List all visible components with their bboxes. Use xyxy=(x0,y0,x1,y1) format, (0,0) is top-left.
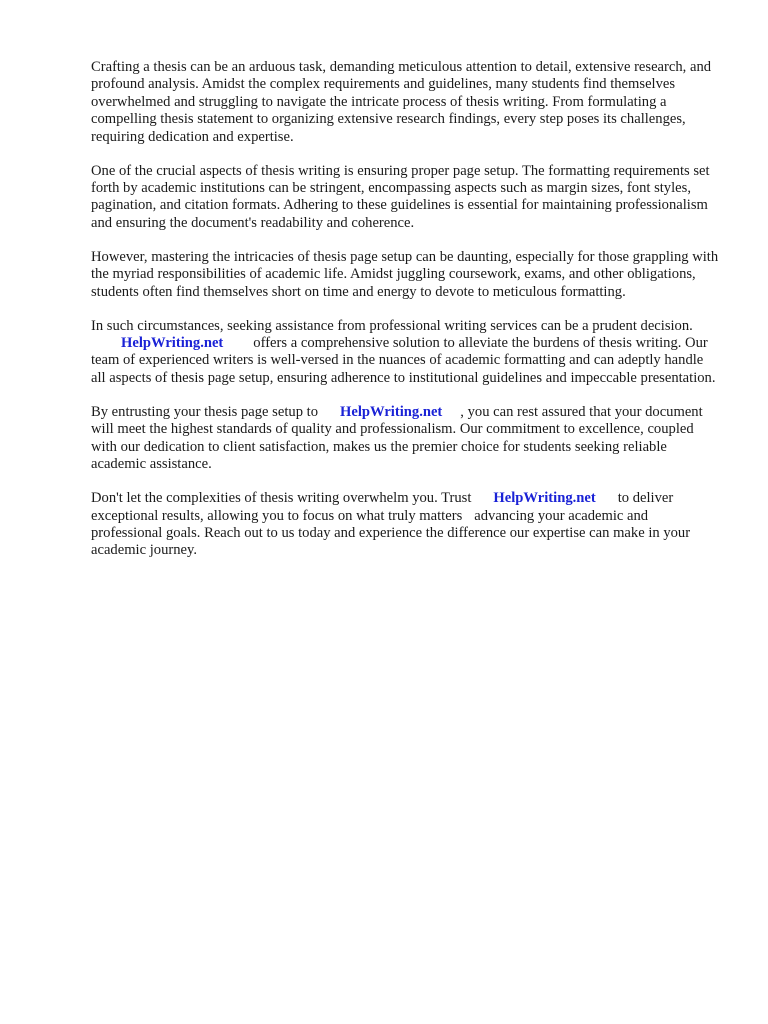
paragraph-closing-text-start: Don't let the complexities of thesis writing overwhelm you. Trust xyxy=(91,490,472,507)
helpwriting-link-2[interactable]: HelpWriting.net xyxy=(340,403,443,420)
helpwriting-link-1[interactable]: HelpWriting.net xyxy=(121,335,224,352)
paragraph-closing xyxy=(91,490,721,560)
paragraph-challenges: However, mastering the intricacies of thesis page setup can be daunting, especially for those grappling with the myriad responsibilities of academic life. Amidst juggling coursework, exams, and other obligations, students often find themselves short on time and energy to devote to meticulous formatting. xyxy=(91,248,719,300)
paragraph-closing-text-middle: to deliver exceptional results, allowing you to focus on what truly matters xyxy=(91,490,674,524)
paragraph-intro: Crafting a thesis can be an arduous task, demanding meticulous attention to detail, extensive research, and profound analysis. Amidst the complex requirements and guidelines, many students find themselves overwhelmed and struggling to navigate the intricate process of thesis writing. From formulating a compelling thesis statement to organizing extensive research findings, every step poses its challenges, requiring dedication and expertise. xyxy=(91,59,712,145)
document-body xyxy=(91,59,721,576)
paragraph-page-setup: One of the crucial aspects of thesis writing is ensuring proper page setup. The formatting requirements set forth by academic institutions can be stringent, encompassing aspects such as margin sizes, font styles, pagination, and citation formats. Adhering to these guidelines is essential for maintaining professionalism and ensuring the document's readability and coherence. xyxy=(91,162,710,231)
helpwriting-link-3[interactable]: HelpWriting.net xyxy=(493,490,596,507)
paragraph-assistance xyxy=(91,318,721,388)
paragraph-entrusting-text-end: , you can rest assured that your document will meet the highest standards of quality and professionalism. Our commitment to excellence, coupled with our dedication to client satisfaction, makes us the premier choice for students seeking reliable academic assistance. xyxy=(91,403,703,473)
paragraph-entrusting-text-start: By entrusting your thesis page setup to xyxy=(91,403,318,420)
paragraph-assistance-text-start: In such circumstances, seeking assistance from professional writing services can be a prudent decision. xyxy=(91,317,693,334)
paragraph-closing-text-end: advancing your academic and professional goals. Reach out to us today and experience the difference our expertise can make in your academic journey. xyxy=(91,507,691,559)
paragraph-assistance-text-end: offers a comprehensive solution to alleviate the burdens of thesis writing. Our team of experienced writers is well-versed in the nuances of academic formatting and can adeptly handle all aspects of thesis page setup, ensuring adherence to institutional guidelines and impeccable presentation. xyxy=(91,335,716,386)
paragraph-entrusting xyxy=(91,404,721,474)
